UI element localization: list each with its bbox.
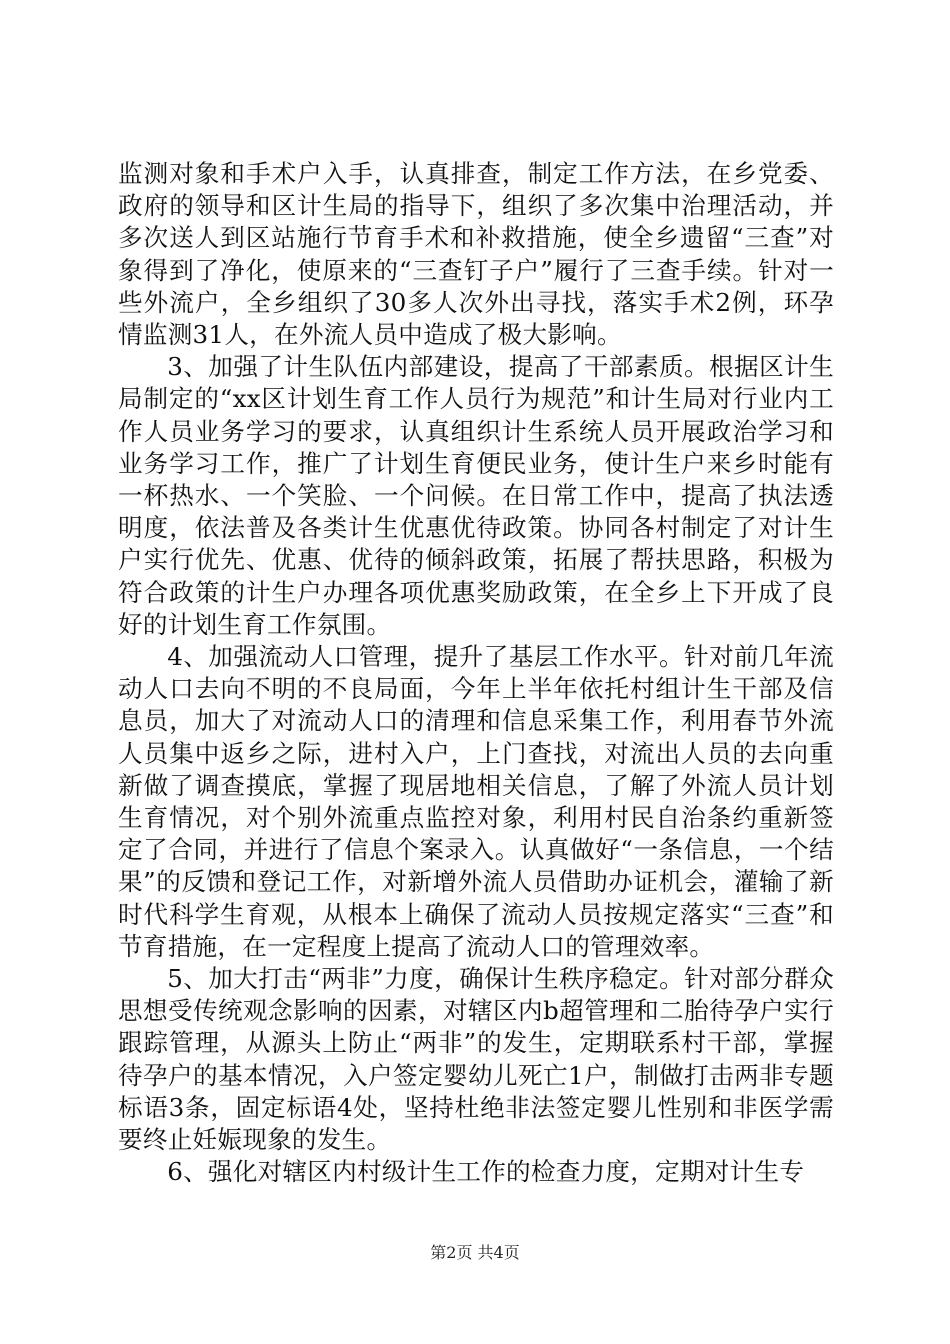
paragraph-item-6: 6、强化对辖区内村级计生工作的检查力度，定期对计生专 [167,1157,805,1187]
paragraph-item-3: 3、加强了计生队伍内部建设，提高了干部素质。根据区计生局制定的“xx区计划生育工作人员行为规范”和计生局对行业内工作人员业务学习的要求，认真组织计生系统人员开展政治学习和业务学习工作，推广了计划生育便民业务，使计生户来乡时能有一杯热水、一个笑脸、一个问候。在日常工作中，提高了执法透明度，依法普及各类计生优惠优待政策。协同各村制定了对计生户实行优先、优惠、优待的倾斜政策，拓展了帮扶思路，积极为符合政策的计生户办理各项优惠奖励政策，在全乡上下开成了良好的计划生育工作氛围。 [118,352,834,639]
paragraph-item-4: 4、加强流动人口管理，提升了基层工作水平。针对前几年流动人口去向不明的不良局面，今年上半年依托村组计生干部及信息员，加大了对流动人口的清理和信息采集工作，利用春节外流人员集中返乡之际，进村入户，上门查找，对流出人员的去向重新做了调查摸底，掌握了现居地相关信息，了解了外流人员计划生育情况，对个别外流重点监控对象，利用村民自治条约重新签定了合同，并进行了信息个案录入。认真做好“一条信息，一个结果”的反馈和登记工作，对新增外流人员借助办证机会，灌输了新时代科学生育观，从根本上确保了流动人员按规定落实“三查”和节育措施，在一定程度上提高了流动人口的管理效率。 [118,642,834,961]
document-body [118,158,834,1189]
paragraph-continuation: 监测对象和手术户入手，认真排查，制定工作方法，在乡党委、政府的领导和区计生局的指导下，组织了多次集中治理活动，并多次送人到区站施行节育手术和补救措施，使全乡遗留“三查”对象得到了净化，使原来的“三查钉子户”履行了三查手续。针对一些外流户，全乡组织了30多人次外出寻找，落实手术2例，环孕情监测31人，在外流人员中造成了极大影响。 [118,159,834,350]
paragraph-item-5: 5、加大打击“两非”力度，确保计生秩序稳定。针对部分群众思想受传统观念影响的因素，对辖区内b超管理和二胎待孕户实行跟踪管理，从源头上防止“两非”的发生，定期联系村干部，掌握待孕户的基本情况，入户签定婴幼儿死亡1户，制做打击两非专题标语3条，固定标语4处，坚持杜绝非法签定婴儿性别和非医学需要终止妊娠现象的发生。 [118,964,834,1155]
page-footer: 第2页 共4页 [430,1243,520,1262]
